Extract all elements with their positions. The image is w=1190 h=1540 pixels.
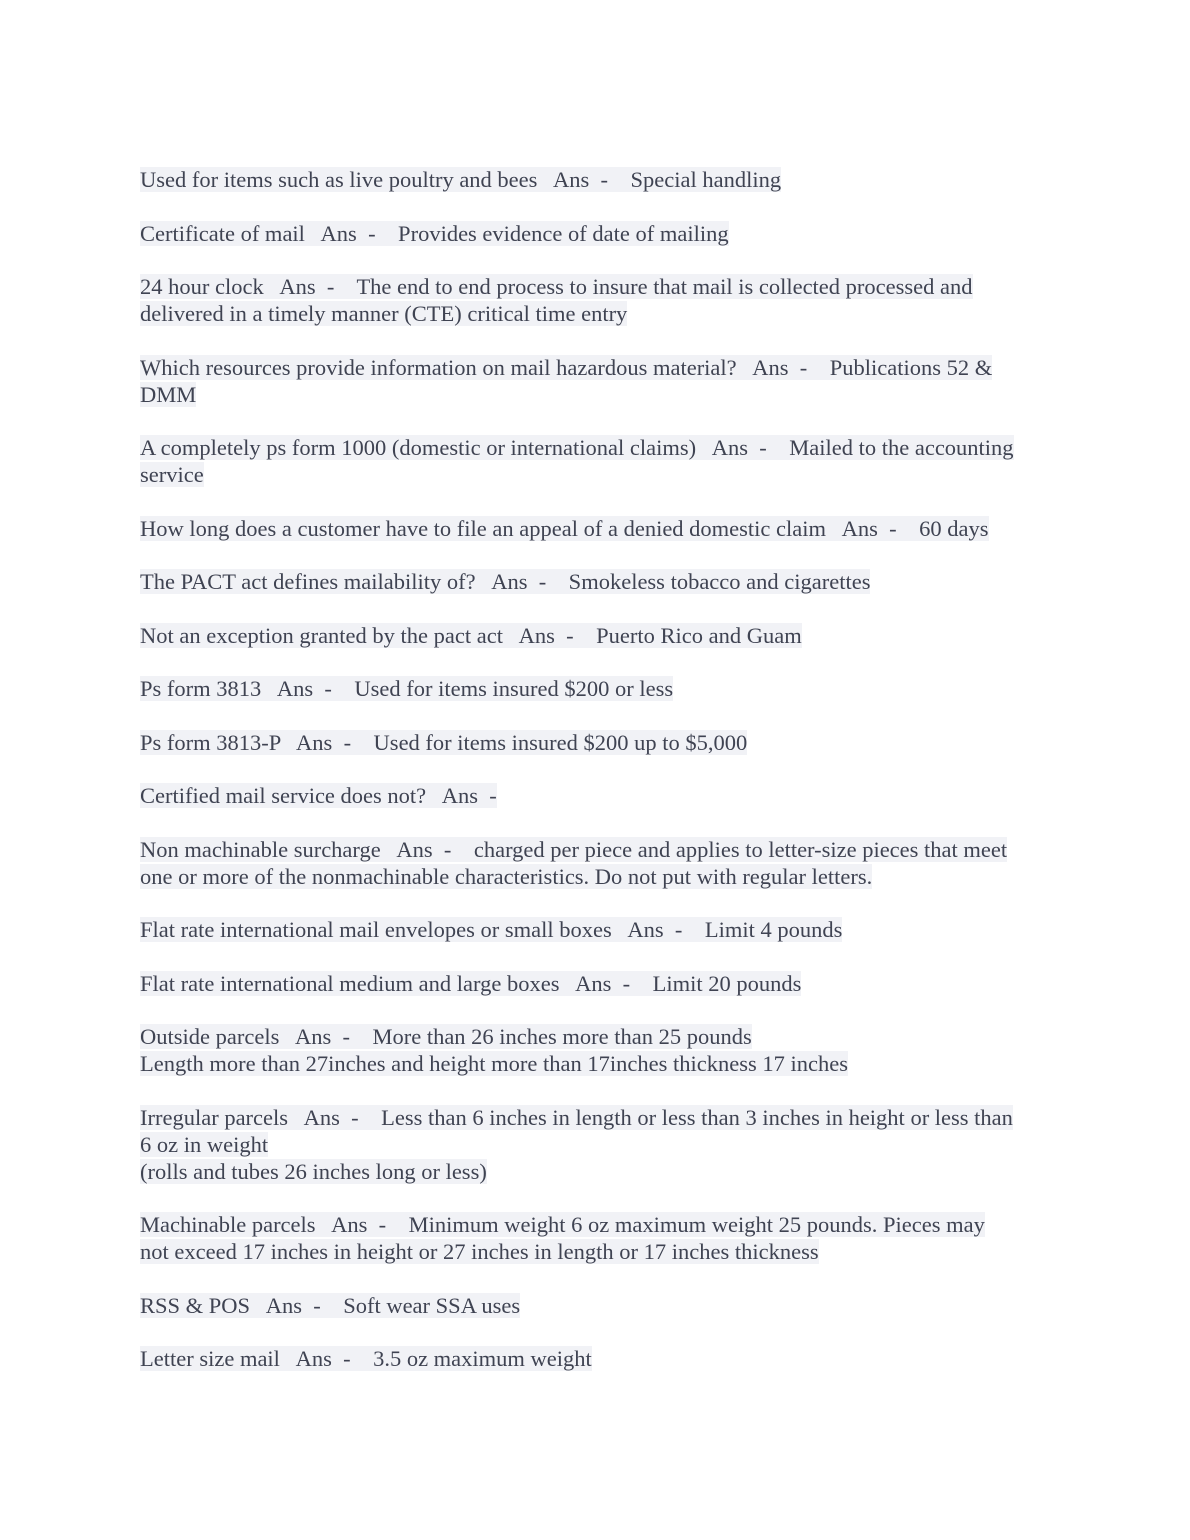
qa-entry-line: Outside parcels Ans - More than 26 inches more than 25 pounds	[140, 1024, 752, 1049]
qa-entry-line: one or more of the nonmachinable characteristics. Do not put with regular letters.	[140, 863, 873, 889]
qa-entry-line: Certificate of mail Ans - Provides evidence of date of mailing	[140, 220, 729, 246]
qa-entry-line: Machinable parcels Ans - Minimum weight 6 oz maximum weight 25 pounds. Pieces may	[140, 1212, 985, 1237]
qa-entry-line: Which resources provide information on mail hazardous material? Ans - Publications 52 &	[140, 354, 993, 380]
qa-entry	[140, 1292, 1055, 1319]
qa-entry-line: RSS & POS Ans - Soft wear SSA uses	[140, 1292, 521, 1318]
qa-entry-line: delivered in a timely manner (CTE) critical time entry	[140, 301, 628, 326]
qa-entry	[140, 782, 1055, 809]
qa-entry	[140, 515, 1055, 542]
qa-entry-line: How long does a customer have to file an appeal of a denied domestic claim Ans - 60 days	[140, 515, 989, 541]
qa-list	[140, 166, 1055, 1399]
qa-entry-line: Flat rate international medium and large boxes Ans - Limit 20 pounds	[140, 970, 802, 996]
qa-entry-line: not exceed 17 inches in height or 27 inches in length or 17 inches thickness	[140, 1239, 819, 1264]
qa-entry	[140, 354, 1055, 408]
qa-entry-line: Irregular parcels Ans - Less than 6 inches in length or less than 3 inches in height or less than	[140, 1104, 1013, 1130]
qa-entry	[140, 729, 1055, 756]
qa-entry-line: 6 oz in weight	[140, 1131, 269, 1157]
qa-entry-line: The PACT act defines mailability of? Ans - Smokeless tobacco and cigarettes	[140, 569, 871, 594]
qa-entry	[140, 1211, 1055, 1265]
qa-entry	[140, 166, 1055, 193]
qa-entry	[140, 220, 1055, 247]
qa-entry-line: Length more than 27inches and height more than 17inches thickness 17 inches	[140, 1051, 848, 1076]
qa-entry	[140, 434, 1055, 488]
qa-entry	[140, 916, 1055, 943]
qa-entry	[140, 622, 1055, 649]
qa-entry	[140, 1104, 1055, 1185]
qa-entry-line: Used for items such as live poultry and bees Ans - Special handling	[140, 167, 782, 192]
qa-entry-line: Certified mail service does not? Ans -	[140, 783, 497, 808]
qa-entry	[140, 836, 1055, 890]
qa-entry-line: Ps form 3813 Ans - Used for items insured $200 or less	[140, 676, 674, 701]
qa-entry	[140, 273, 1055, 327]
qa-entry	[140, 1345, 1055, 1372]
qa-entry	[140, 1023, 1055, 1077]
qa-entry-line: Ps form 3813-P Ans - Used for items insured $200 up to $5,000	[140, 729, 748, 755]
qa-entry-line: Non machinable surcharge Ans - charged per piece and applies to letter-size pieces that meet	[140, 836, 1008, 862]
qa-entry	[140, 970, 1055, 997]
qa-entry-line: Letter size mail Ans - 3.5 oz maximum weight	[140, 1346, 592, 1371]
qa-entry-line: 24 hour clock Ans - The end to end process to insure that mail is collected processed and	[140, 274, 973, 299]
qa-entry-line: Flat rate international mail envelopes or small boxes Ans - Limit 4 pounds	[140, 917, 843, 942]
qa-entry-line: (rolls and tubes 26 inches long or less)	[140, 1158, 487, 1184]
qa-entry-line: service	[140, 462, 204, 487]
qa-entry-line: Not an exception granted by the pact act Ans - Puerto Rico and Guam	[140, 622, 802, 648]
qa-entry-line: A completely ps form 1000 (domestic or international claims) Ans - Mailed to the accounting	[140, 435, 1014, 460]
qa-entry	[140, 568, 1055, 595]
qa-entry-line: DMM	[140, 381, 197, 407]
qa-entry	[140, 675, 1055, 702]
